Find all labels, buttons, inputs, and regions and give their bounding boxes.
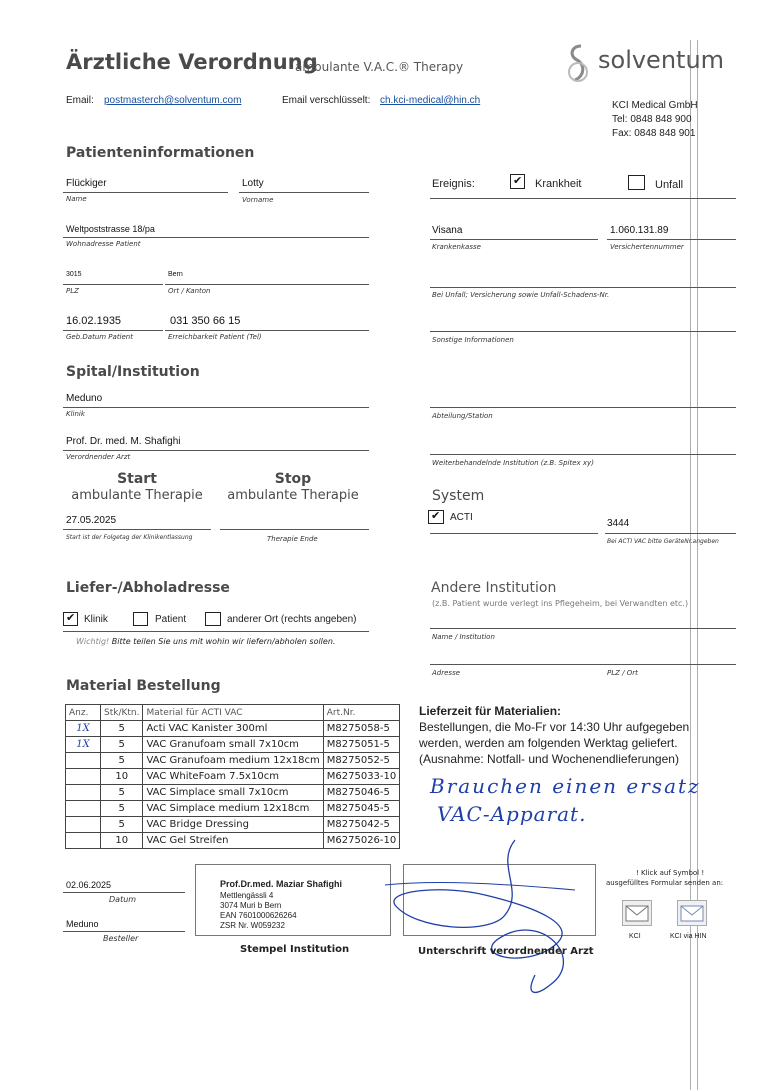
delivery-note (76, 637, 335, 646)
andere-plz-label: PLZ / Ort (607, 669, 638, 677)
start-title: Start (117, 471, 157, 487)
lieferzeit-line-1: Bestellungen, die Mo-Fr vor 14:30 Uhr aufgegeben (419, 720, 690, 734)
row-material: VAC WhiteFoam 7.5x10cm (143, 769, 323, 785)
field-line (63, 631, 369, 632)
klinik-label: Klinik (66, 410, 85, 418)
email-link[interactable]: postmasterch@solventum.com (104, 95, 242, 106)
klinik-value[interactable]: Meduno (66, 393, 103, 404)
row-anz[interactable] (66, 817, 101, 833)
patient-tel-value[interactable]: 031 350 66 15 (170, 315, 241, 327)
solventum-logo-icon (563, 42, 593, 82)
material-section-title: Material Bestellung (66, 678, 221, 694)
row-artnr: M6275026-10 (323, 833, 400, 849)
row-artnr: M8275051-5 (323, 737, 400, 753)
row-artnr: M8275045-5 (323, 801, 400, 817)
row-material: VAC Bridge Dressing (143, 817, 323, 833)
field-line (63, 931, 185, 932)
versnr-value[interactable]: 1.060.131.89 (610, 225, 669, 236)
row-stk: 5 (101, 817, 143, 833)
lieferzeit-line-3: (Ausnahme: Notfall- und Wochenendlieferungen) (419, 752, 679, 766)
patient-address-value[interactable]: Weltpoststrasse 18/pa (66, 224, 155, 234)
field-line (430, 287, 736, 288)
field-line (63, 450, 369, 451)
company-name: KCI Medical GmbH (612, 100, 698, 111)
krankheit-checkbox[interactable]: ✔ (510, 174, 525, 189)
col-stk: Stk/Ktn. (101, 705, 143, 721)
mail-icon (623, 901, 651, 925)
arzt-label: Verordnender Arzt (66, 453, 131, 461)
anderer-ort-checkbox[interactable] (205, 612, 221, 626)
field-line (430, 239, 598, 240)
row-artnr: M8275046-5 (323, 785, 400, 801)
table-row[interactable] (66, 753, 400, 769)
field-line (430, 664, 736, 665)
row-material: VAC Simplace medium 12x18cm (143, 801, 323, 817)
row-anz[interactable]: 1X (66, 721, 101, 737)
delivery-section-title: Liefer-/Abholadresse (66, 580, 230, 596)
field-line (430, 628, 736, 629)
table-row[interactable] (66, 833, 400, 849)
row-anz[interactable] (66, 801, 101, 817)
table-header-row (66, 705, 400, 721)
material-table (65, 704, 400, 849)
field-line (607, 239, 736, 240)
field-line (165, 330, 369, 331)
versnr-label: Versichertennummer (610, 243, 684, 251)
stop-subtitle: ambulante Therapie (227, 488, 359, 503)
table-row[interactable] (66, 801, 400, 817)
kasse-label: Krankenkasse (432, 243, 481, 251)
date-label: Datum (109, 895, 137, 904)
arzt-value[interactable]: Prof. Dr. med. M. Shafighi (66, 436, 181, 447)
row-artnr: M8275042-5 (323, 817, 400, 833)
lieferzeit-line-2: werden, werden am folgenden Werktag geliefert. (419, 736, 678, 750)
row-stk: 5 (101, 737, 143, 753)
geraet-label: Bei ACTI VAC bitte GeräteNr.angeben (607, 538, 719, 545)
row-stk: 10 (101, 769, 143, 785)
acti-checkbox[interactable]: ✔ (428, 510, 444, 524)
andere-adresse-label: Adresse (432, 669, 461, 677)
col-material: Material für ACTI VAC (143, 705, 323, 721)
besteller-label: Besteller (103, 934, 139, 943)
signature-drawing (375, 835, 590, 1000)
field-line (220, 529, 369, 530)
besteller-value[interactable]: Meduno (66, 919, 99, 929)
field-line (63, 892, 185, 893)
handwritten-note-1: Brauchen einen ersatz (430, 774, 701, 798)
send-kci-label: KCI (629, 933, 641, 940)
patient-option-label: Patient (155, 614, 187, 625)
row-stk: 10 (101, 833, 143, 849)
row-material: VAC Granufoam small 7x10cm (143, 737, 323, 753)
date-value[interactable]: 02.06.2025 (66, 880, 112, 890)
field-line (63, 529, 211, 530)
patient-dob-value[interactable]: 16.02.1935 (66, 315, 122, 327)
field-line (165, 284, 369, 285)
company-tel: Tel: 0848 848 900 (612, 114, 692, 125)
click-hint-1: ! Klick auf Symbol ! (636, 869, 705, 877)
unfall-label: Unfall (655, 179, 684, 191)
delivery-note-prefix: Wichtig! (76, 637, 110, 646)
patient-checkbox[interactable] (133, 612, 148, 626)
mail-icon (678, 901, 706, 925)
lieferzeit-title: Lieferzeit für Materialien: (419, 704, 562, 718)
signature-label: Unterschrift verordnender Arzt (418, 946, 594, 957)
row-anz[interactable] (66, 833, 101, 849)
field-line (63, 407, 369, 408)
send-hin-label: KCI via HIN (670, 933, 707, 940)
field-line (63, 330, 163, 331)
company-fax: Fax: 0848 848 901 (612, 128, 696, 139)
handwritten-note-2: VAC-Apparat. (437, 802, 587, 826)
patient-name-label: Name (66, 195, 87, 203)
field-line (430, 198, 736, 199)
klinik-option-label: Klinik (84, 614, 108, 625)
geraet-value[interactable]: 3444 (607, 518, 630, 529)
stamp-box (195, 864, 391, 936)
table-row[interactable] (66, 817, 400, 833)
row-anz[interactable] (66, 769, 101, 785)
row-artnr: M6275033-10 (323, 769, 400, 785)
field-line (63, 284, 163, 285)
acti-label: ACTI (450, 512, 473, 523)
col-anz: Anz. (66, 705, 101, 721)
row-material: VAC Granufoam medium 12x18cm (143, 753, 323, 769)
row-anz[interactable] (66, 753, 101, 769)
field-line (63, 237, 369, 238)
row-material: VAC Gel Streifen (143, 833, 323, 849)
send-hin-button[interactable] (677, 900, 707, 926)
start-date-label: Start ist der Folgetag der Klinikentlassung (66, 534, 193, 541)
patient-tel-label: Erreichbarkeit Patient (Tel) (168, 333, 262, 341)
row-stk: 5 (101, 785, 143, 801)
stamp-line-1: Mettlengässli 4 (220, 891, 274, 900)
start-subtitle: ambulante Therapie (71, 488, 203, 503)
table-row[interactable] (66, 785, 400, 801)
form-subtitle: ambulante V.A.C.® Therapy (295, 60, 464, 74)
stamp-name: Prof.Dr.med. Maziar Shafighi (220, 879, 343, 889)
stop-title: Stop (274, 471, 312, 487)
unfall-info-label: Bei Unfall; Versicherung sowie Unfall-Schadens-Nr. (432, 291, 610, 299)
click-hint-2: ausgefülltes Formular senden an: (606, 879, 724, 887)
row-artnr: M8275052-5 (323, 753, 400, 769)
unfall-checkbox[interactable] (628, 175, 645, 190)
field-line (605, 533, 736, 534)
stamp-line-4: ZSR Nr. W059232 (220, 921, 285, 930)
stamp-line-3: EAN 7601000626264 (220, 911, 297, 920)
email-enc-label: Email verschlüsselt: (282, 95, 371, 106)
patient-ort-label: Ort / Kanton (168, 287, 211, 295)
anderer-ort-label: anderer Ort (rechts angeben) (227, 614, 357, 625)
field-line (63, 192, 228, 193)
abteilung-label: Abteilung/Station (432, 412, 493, 420)
delivery-note-text: Bitte teilen Sie uns mit wohin wir liefern/abholen sollen. (109, 637, 336, 646)
send-kci-button[interactable] (622, 900, 652, 926)
email-enc-link[interactable]: ch.kci-medical@hin.ch (380, 95, 481, 106)
weiter-label: Weiterbehandelnde Institution (z.B. Spitex xy) (432, 459, 594, 467)
andere-hint: (z.B. Patient wurde verlegt ins Pflegeheim, bei Verwandten etc.) (432, 599, 689, 608)
system-section-title: System (432, 488, 485, 504)
field-line (430, 533, 598, 534)
patient-plz-value[interactable]: 3015 (66, 271, 82, 278)
stamp-line-2: 3074 Muri b Bern (220, 901, 282, 910)
col-artnr: Art.Nr. (323, 705, 400, 721)
event-label: Ereignis: (432, 178, 475, 190)
field-line (430, 454, 736, 455)
table-row[interactable] (66, 721, 400, 737)
patient-dob-label: Geb.Datum Patient (66, 333, 133, 341)
row-anz[interactable]: 1X (66, 737, 101, 753)
table-row[interactable] (66, 737, 400, 753)
start-date-value[interactable]: 27.05.2025 (66, 515, 117, 526)
brand-name: solventum (598, 46, 725, 74)
klinik-checkbox[interactable]: ✔ (63, 612, 78, 626)
field-line (239, 192, 369, 193)
form-title: Ärztliche Verordnung (66, 50, 318, 74)
patient-name-value[interactable]: Flückiger (66, 178, 107, 189)
patient-vorname-value[interactable]: Lotty (242, 178, 264, 189)
patient-section-title: Patienteninformationen (66, 145, 255, 161)
field-line (430, 331, 736, 332)
table-row[interactable] (66, 769, 400, 785)
sonstige-label: Sonstige Informationen (432, 336, 514, 344)
row-stk: 5 (101, 801, 143, 817)
patient-ort-value[interactable]: Bern (168, 271, 183, 278)
stop-date-label: Therapie Ende (267, 535, 318, 543)
patient-vorname-label: Vorname (242, 196, 274, 204)
patient-plz-label: PLZ (66, 287, 79, 295)
row-material: Acti VAC Kanister 300ml (143, 721, 323, 737)
row-stk: 5 (101, 753, 143, 769)
row-artnr: M8275058-5 (323, 721, 400, 737)
kasse-value[interactable]: Visana (432, 225, 463, 236)
row-material: VAC Simplace small 7x10cm (143, 785, 323, 801)
andere-name-label: Name / Institution (432, 633, 495, 641)
row-anz[interactable] (66, 785, 101, 801)
email-label: Email: (66, 95, 94, 106)
krankheit-label: Krankheit (535, 178, 582, 190)
andere-section-title: Andere Institution (431, 580, 557, 596)
stamp-label: Stempel Institution (240, 944, 350, 955)
row-stk: 5 (101, 721, 143, 737)
field-line (430, 407, 736, 408)
patient-address-label: Wohnadresse Patient (66, 240, 141, 248)
institution-section-title: Spital/Institution (66, 364, 200, 380)
